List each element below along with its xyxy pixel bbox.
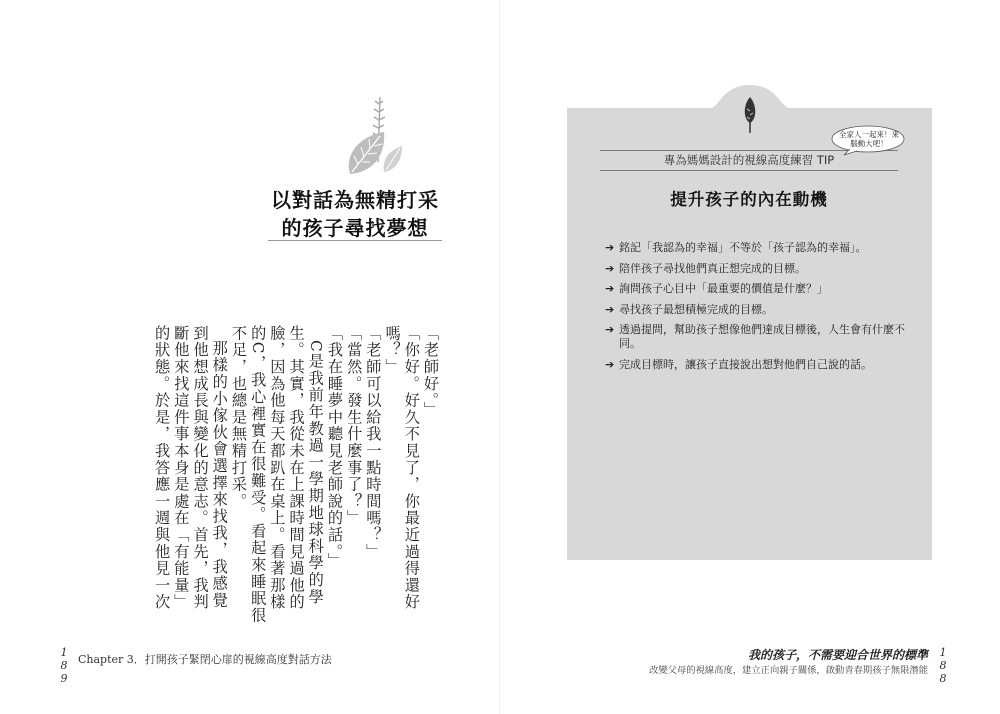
right-footer-book-title: 我的孩子，不需要迎合世界的標準 (747, 648, 928, 662)
tip-list (605, 241, 905, 378)
tip-text: 完成目標時，讓孩子直接說出想對他們自己說的話。 (619, 357, 872, 371)
left-footer-chapter: Chapter 3．打開孩子緊閉心扉的視線高度對話方法 (78, 653, 332, 666)
tip-text: 詢問孩子心目中「最重要的價值是什麼？」 (619, 282, 828, 295)
panel-tab-with-tree-icon (710, 83, 790, 143)
arrow-right-icon: ➔ (605, 323, 615, 336)
page-gutter (499, 0, 500, 714)
chapter-section-title (270, 186, 440, 242)
page-number-digit: 1 (60, 646, 68, 659)
list-item (605, 262, 905, 276)
page-number-digit: 1 (939, 646, 947, 659)
right-page-number (936, 646, 950, 685)
leaf-decoration-icon (338, 92, 408, 177)
list-item (605, 241, 905, 255)
title-divider (268, 240, 442, 241)
paragraph: 「你好。好久不見了，你最近過得還好嗎？」 (383, 325, 421, 611)
panel-subtitle: 專為媽媽設計的視線高度練習 TIP (663, 153, 835, 167)
tip-text: 銘記「我認為的幸福」不等於「孩子認為的幸福」。 (619, 241, 867, 254)
panel-title: 提升孩子的內在動機 (670, 190, 828, 209)
tip-text: 尋找孩子最想積極完成的目標。 (619, 302, 773, 316)
list-item (605, 358, 905, 372)
paragraph: 那樣的小傢伙會選擇來找我，我感覺到他想成長與變化的意志。首先，我判斷他來找這件事本身是處在「有能量」的狀態。於是，我答應一週與他見一次 (153, 325, 229, 611)
list-item (605, 282, 905, 296)
subtitle-rule-bottom (600, 170, 898, 171)
paragraph: 「我在睡夢中聽見老師說的話。」 (325, 325, 344, 570)
list-item (605, 303, 905, 317)
page-number-digit: 8 (939, 672, 947, 685)
page-number-digit: 8 (60, 659, 68, 672)
arrow-right-icon: ➔ (605, 241, 615, 254)
list-item (605, 323, 905, 351)
paragraph: 「當然。發生什麼事了？」 (345, 325, 364, 527)
arrow-right-icon: ➔ (605, 282, 615, 295)
tip-text: 陪伴孩子尋找他們真正想完成的目標。 (619, 261, 806, 275)
page-number-digit: 8 (939, 659, 947, 672)
title-line-1: 以對話為無精打采 (271, 188, 439, 212)
paragraph: C是我前年教過一學期地球科學的學生。其實，我從未在上課時間見過他的臉，因為他每天都趴在桌上。看著那樣的C，我心裡實在很難受。看起來睡眠很不足，也總是無精打采。 (229, 325, 325, 624)
title-line-2: 的孩子尋找夢想 (281, 216, 429, 240)
page-number-digit: 9 (60, 672, 68, 685)
tip-text: 透過提問，幫助孩子想像他們達成目標後，人生會有什麼不同。 (619, 323, 905, 350)
arrow-right-icon: ➔ (605, 261, 615, 275)
arrow-right-icon: ➔ (605, 302, 615, 316)
left-page-number (57, 646, 71, 685)
speech-bubble-text: 全家人一起來！來腦動大吧！ (839, 130, 899, 148)
arrow-right-icon: ➔ (605, 357, 615, 371)
right-footer-book-subtitle: 改變父母的視線高度，建立正向親子關係，啟動青春期孩子無限潛能 (649, 665, 928, 676)
paragraph: 「老師可以給我一點時間嗎？」 (364, 325, 383, 561)
vertical-body-text (55, 325, 440, 625)
paragraph: 「老師好。」 (422, 325, 440, 419)
